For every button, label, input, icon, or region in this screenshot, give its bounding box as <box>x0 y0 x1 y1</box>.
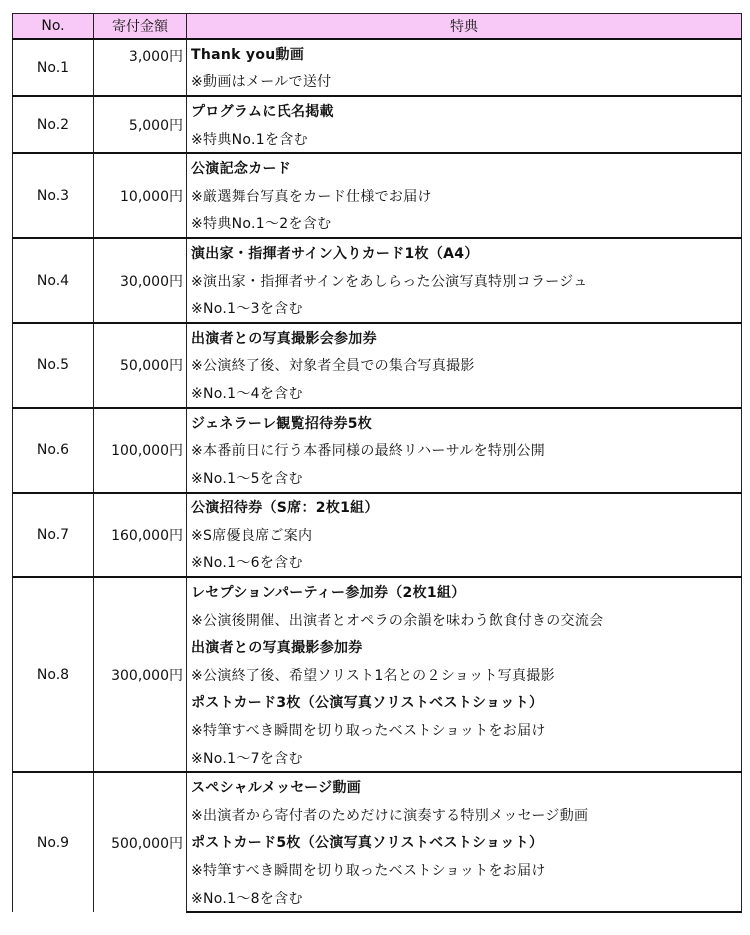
table-row <box>13 323 742 352</box>
tier-amount: 50,000円 <box>94 323 187 408</box>
benefit-title: ポストカード3枚（公演写真ソリストベストショット） <box>187 689 742 717</box>
benefit-title: ジェネラーレ観覧招待券5枚 <box>187 408 742 437</box>
benefit-note: ※No.1～8を含む <box>187 884 742 913</box>
table-row <box>13 39 742 68</box>
tier-number: No.7 <box>13 493 94 578</box>
benefit-title: Thank you動画 <box>187 39 742 68</box>
benefit-title: ポストカード5枚（公演写真ソリストベストショット） <box>187 829 742 857</box>
tier-amount: 3,000円 <box>94 39 187 96</box>
benefit-note: ※No.1～3を含む <box>187 294 742 323</box>
benefit-note: ※公演後開催、出演者とオペラの余韻を味わう飲食付きの交流会 <box>187 606 742 634</box>
table-row <box>13 96 742 125</box>
benefit-title: レセプションパーティー参加券（2枚1組） <box>187 577 742 606</box>
benefit-title: 出演者との写真撮影会参加券 <box>187 323 742 352</box>
table-row <box>13 493 742 522</box>
tier-number: No.5 <box>13 323 94 408</box>
tier-number: No.4 <box>13 238 94 323</box>
tier-number: No.6 <box>13 408 94 493</box>
benefit-note: ※No.1～7を含む <box>187 744 742 773</box>
benefit-note: ※特筆すべき瞬間を切り取ったベストショットをお届け <box>187 716 742 744</box>
benefit-note: ※S席優良席ご案内 <box>187 521 742 549</box>
header-no: No. <box>13 14 94 40</box>
table-row <box>13 153 742 182</box>
tier-number: No.9 <box>13 772 94 912</box>
benefit-note: ※No.1～5を含む <box>187 464 742 493</box>
benefit-note: ※演出家・指揮者サインをあしらった公演写真特別コラージュ <box>187 267 742 295</box>
header-amount: 寄付金額 <box>94 14 187 40</box>
benefit-note: ※厳選舞台写真をカード仕様でお届け <box>187 182 742 210</box>
tier-amount: 10,000円 <box>94 153 187 238</box>
header-benefit: 特典 <box>187 14 742 40</box>
tier-amount: 160,000円 <box>94 493 187 578</box>
benefit-note: ※特筆すべき瞬間を切り取ったベストショットをお届け <box>187 856 742 884</box>
table-row <box>13 772 742 801</box>
tier-number: No.1 <box>13 39 94 96</box>
benefit-title: 出演者との写真撮影参加券 <box>187 633 742 661</box>
benefit-note: ※公演終了後、希望ソリスト1名との２ショット写真撮影 <box>187 661 742 689</box>
benefit-note: ※本番前日に行う本番同様の最終リハーサルを特別公開 <box>187 436 742 464</box>
benefit-note: ※特典No.1～2を含む <box>187 210 742 239</box>
benefit-note: ※No.1～4を含む <box>187 379 742 408</box>
tier-amount: 5,000円 <box>94 96 187 153</box>
benefit-title: スペシャルメッセージ動画 <box>187 772 742 801</box>
benefit-note: ※出演者から寄付者のためだけに演奏する特別メッセージ動画 <box>187 801 742 829</box>
tier-amount: 500,000円 <box>94 772 187 912</box>
benefit-title: 公演招待券（S席：2枚1組） <box>187 493 742 522</box>
tier-number: No.2 <box>13 96 94 153</box>
benefit-note: ※No.1～6を含む <box>187 549 742 578</box>
header-row <box>13 14 742 40</box>
tier-number: No.3 <box>13 153 94 238</box>
table-row <box>13 577 742 606</box>
benefit-note: ※特典No.1を含む <box>187 125 742 154</box>
tier-amount: 300,000円 <box>94 577 187 772</box>
tier-amount: 30,000円 <box>94 238 187 323</box>
table-row <box>13 408 742 437</box>
donation-benefits-table <box>12 13 742 913</box>
benefit-title: プログラムに氏名掲載 <box>187 96 742 125</box>
tier-amount: 100,000円 <box>94 408 187 493</box>
benefit-title: 公演記念カード <box>187 153 742 182</box>
benefit-note: ※公演終了後、対象者全員での集合写真撮影 <box>187 352 742 380</box>
table-row <box>13 238 742 267</box>
benefit-note: ※動画はメールで送付 <box>187 68 742 97</box>
tier-number: No.8 <box>13 577 94 772</box>
benefit-title: 演出家・指揮者サイン入りカード1枚（A4） <box>187 238 742 267</box>
